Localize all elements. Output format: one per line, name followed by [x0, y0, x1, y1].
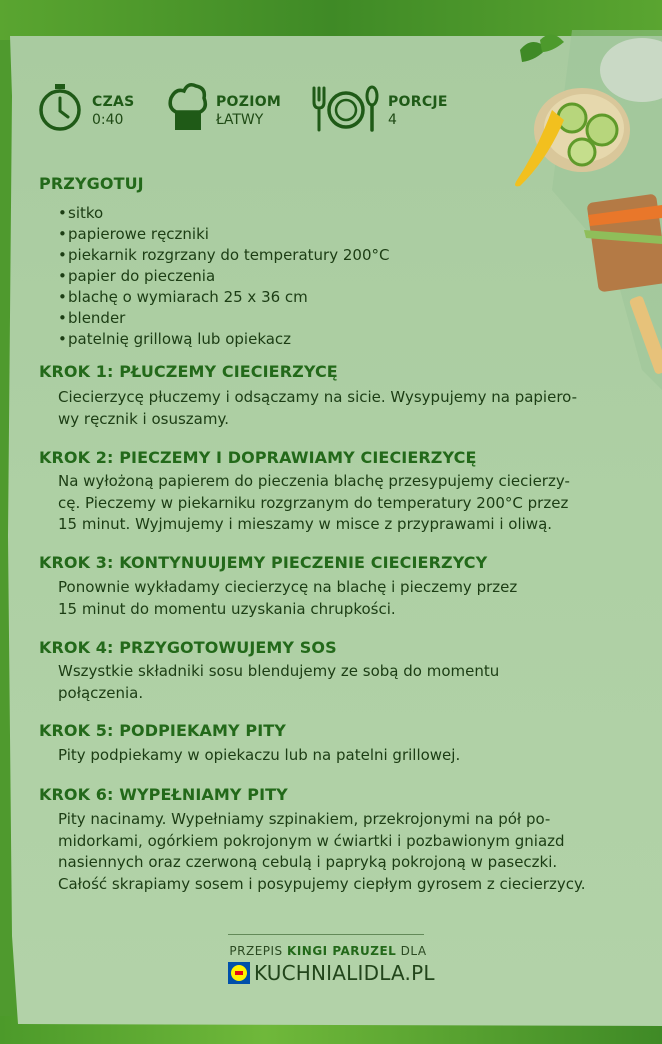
plate-cutlery-icon	[310, 82, 380, 134]
step-6-text: Pity nacinamy. Wypełniamy szpinakiem, przekrojonymi na pół po- midorkami, ogórkiem pokrojonym w ćwiartki i pozbawionym gniazd nasiennych oraz czerwoną cebulą i papryką pokrojoną w paseczki. Całość skrapiamy sosem i posypujemy ciepłym gyrosem z ciecierzycy.	[58, 810, 586, 893]
step-2-heading: KROK 2: PIECZEMY I DOPRAWIAMY CIECIERZYCĘ	[39, 448, 477, 467]
meta-portions	[310, 82, 460, 134]
bullet: •	[58, 309, 67, 327]
tools-list	[58, 203, 389, 350]
step-3-heading: KROK 3: KONTYNUUJEMY PIECZENIE CIECIERZYCY	[39, 553, 488, 572]
list-item: •sitko	[58, 204, 104, 222]
list-item: •piekarnik rozgrzany do temperatury 200°C	[58, 246, 390, 264]
list-item: •blender	[58, 309, 126, 327]
step-4-text: Wszystkie składniki sosu blendujemy ze sobą do momentu połączenia.	[58, 662, 500, 702]
portions-label: PORCJE	[388, 94, 448, 110]
chef-hat-icon	[168, 82, 208, 134]
step-1-text: Ciecierzycę płuczemy i odsączamy na sicie. Wysypujemy na papiero- wy ręcznik i osuszamy.	[58, 388, 578, 428]
step-1-heading: KROK 1: PŁUCZEMY CIECIERZYCĘ	[39, 362, 338, 381]
meta-time	[38, 82, 158, 134]
prepare-heading: PRZYGOTUJ	[39, 174, 144, 193]
site-url: KUCHNIALIDLA.PL	[254, 961, 435, 985]
step-5-text: Pity podpiekamy w opiekaczu lub na patelni grillowej.	[58, 746, 461, 764]
list-item: •papier do pieczenia	[58, 267, 216, 285]
bullet: •	[58, 330, 67, 348]
step-2-text: Na wyłożoną papierem do pieczenia blachę przesypujemy ciecierzy- cę. Pieczemy w piekarniku rozgrzanym do temperatury 200°C przez 15 minut. Wyjmujemy i mieszamy w misce z przyprawami i oliwą.	[58, 472, 570, 533]
bullet: •	[58, 288, 67, 306]
step-5-heading: KROK 5: PODPIEKAMY PITY	[39, 721, 286, 740]
bullet: •	[58, 204, 67, 222]
list-item: •blachę o wymiarach 25 x 36 cm	[58, 288, 308, 306]
recipe-credit: PRZEPIS KINGI PARUZEL DLA	[229, 944, 427, 958]
bullet: •	[58, 225, 67, 243]
time-label: CZAS	[92, 94, 135, 110]
list-item: •papierowe ręczniki	[58, 225, 209, 243]
bullet: •	[58, 246, 67, 264]
step-4-heading: KROK 4: PRZYGOTOWUJEMY SOS	[39, 638, 337, 657]
food-decoration	[492, 30, 662, 390]
bullet: •	[58, 267, 67, 285]
level-value: ŁATWY	[216, 112, 264, 128]
lime-slice	[558, 104, 586, 132]
step-6-heading: KROK 6: WYPEŁNIAMY PITY	[39, 785, 288, 804]
portions-value: 4	[388, 112, 397, 128]
list-item: •patelnię grillową lub opiekacz	[58, 330, 292, 348]
lidl-logo-icon	[228, 962, 250, 984]
time-value: 0:40	[92, 112, 124, 128]
footer-divider	[228, 934, 424, 935]
level-label: POZIOM	[216, 94, 282, 110]
stopwatch-icon	[38, 82, 84, 132]
author-name: KINGI PARUZEL	[287, 944, 397, 958]
meta-level	[168, 82, 298, 134]
step-3-text: Ponownie wykładamy ciecierzycę na blachę i pieczemy przez 15 minut do momentu uzyskania chrupkości.	[58, 578, 518, 618]
